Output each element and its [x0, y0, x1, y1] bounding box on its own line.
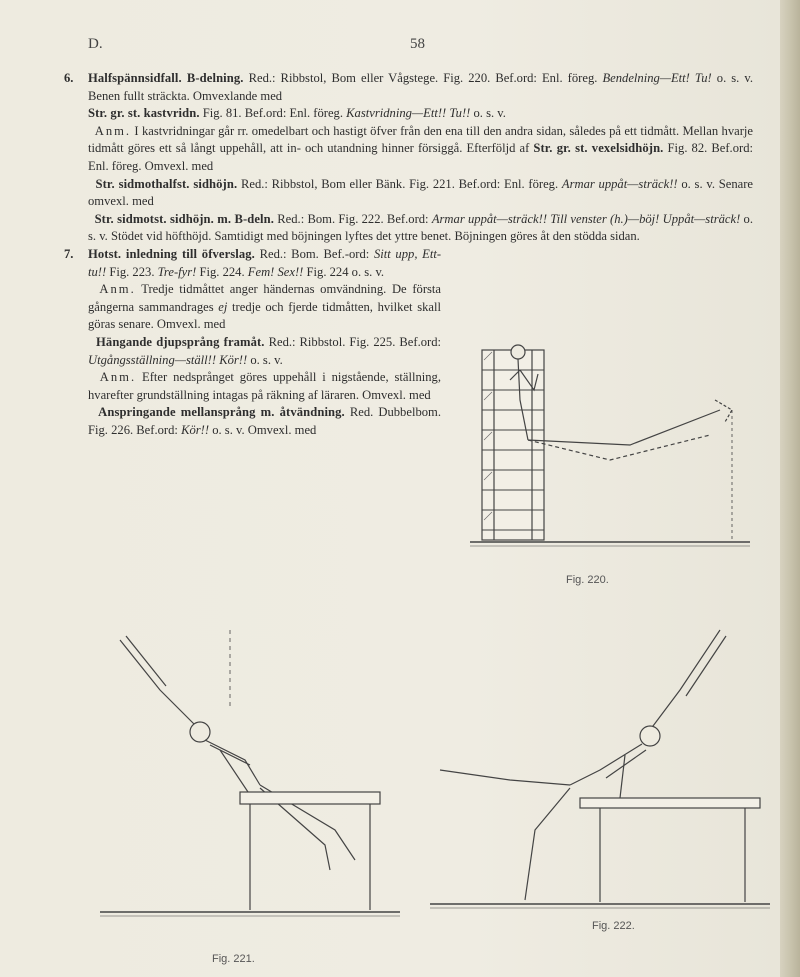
exercise-title: Hotst. inledning till öfverslag. [88, 246, 255, 261]
command-text: Kastvridning—Ett!! Tu!! [346, 106, 471, 121]
exercise-title: Str. gr. st. vexelsidhöjn. [533, 141, 664, 156]
paragraph-tail: o. s. v. Benen fullt sträckta. Omvexlande med [88, 71, 753, 103]
paragraph-tail: o. s. v. Omvexl. med [209, 422, 317, 437]
paragraph-tail: Fig. 82. Bef.ord: Enl. föreg. Omvexl. med [88, 141, 753, 173]
command-text: ej [218, 299, 228, 314]
paragraph-text: Efter nedsprånget göres uppehåll i nigstående, ställning, hvarefter grundställning intagas på räkning af läraren. Omvexl. med [88, 370, 442, 402]
figure-222-illustration [430, 620, 770, 920]
figure-220-illustration [470, 330, 760, 570]
paragraph-tail: tredje och fjerde tidmåtten, hvilket skall göras senare. Omvexl. med [88, 299, 441, 332]
exercise-title: Str. gr. st. kastvridn. [88, 106, 200, 121]
command-text: Armar uppåt—sträck!! [561, 176, 678, 191]
anm-label: Anm. [99, 282, 136, 297]
page-edge [780, 0, 800, 977]
paragraph-6b [88, 105, 753, 123]
paragraph-text: Tredje tidmåttet anger händernas omvändning. De första gångerna sammandrages [88, 282, 441, 314]
paragraph-text: Red.: Bom. Bef.-ord: [254, 246, 374, 261]
paragraph-6d [88, 176, 753, 211]
command-text: Bendelning—Ett! Tu! [602, 71, 712, 85]
running-head-section: D. [88, 36, 103, 52]
paragraph-text: I kastvridningar går rr. omedelbart och hastigt öfver från den ena till den andra sidan, således på ett tidmått. Mellan hvarje tidmått göres ett så långt uppehåll, att in- och utandning hinner försiggå. Efterföljd af [88, 123, 753, 156]
paragraph-6a [64, 70, 753, 105]
figure-222-caption: Fig. 222. [592, 920, 635, 932]
paragraph-tail: o. s. v. Stödet vid höfthöjd. Samtidigt med böjningen lyftes det yttre benet. Böjningen göres åt den stödda sidan. [88, 211, 754, 244]
paragraph-text: Red.: Ribbstol, Bom eller Bänk. Fig. 221. Bef.ord: Enl. föreg. [237, 176, 562, 191]
paragraph-6e [88, 211, 753, 246]
command-text: Armar uppåt—sträck!! Till venster (h.)—böj! Uppåt—sträck! [431, 211, 741, 226]
paragraph-tail: o. s. v. [247, 352, 283, 367]
command-text: Sitt upp, Ett-tu!! [88, 246, 442, 279]
figure-220-caption: Fig. 220. [566, 574, 609, 586]
exercise-title: Str. sidmotst. sidhöjn. m. B-deln. [94, 211, 274, 226]
anm-label: Anm. [94, 123, 132, 138]
exercise-title: Anspringande mellansprång m. åtvändning. [98, 405, 345, 420]
paragraph-text: Fig. 224. [196, 264, 248, 279]
exercise-title: Str. sidmothalfst. sidhöjn. [95, 176, 238, 191]
paragraph-tail: o. s. v. [470, 106, 506, 121]
item-number: 6. [64, 71, 74, 85]
page-number: 58 [410, 36, 425, 52]
paragraph-tail: Fig. 224 o. s. v. [303, 264, 385, 279]
paragraph-text: Red. Dubbelbom. Fig. 226. Bef.ord: [88, 405, 441, 437]
figure-221-caption: Fig. 221. [212, 953, 255, 965]
paragraph-text: Fig. 81. Bef.ord: Enl. föreg. [199, 106, 347, 121]
paragraph-6c [88, 123, 753, 176]
command-text: Fem! Sex!! [247, 264, 304, 279]
paragraph-text: Fig. 223. [106, 264, 158, 279]
exercise-title: Halfspännsidfall. B-delning. [88, 71, 244, 85]
item-number: 7. [64, 246, 74, 261]
paragraph-text: Red.: Ribbstol, Bom eller Vågstege. Fig. 220. Bef.ord: Enl. föreg. [243, 71, 603, 85]
command-text: Kör!! [181, 422, 210, 437]
command-text: Tre-fyr! [157, 264, 197, 279]
paragraph-text: Red.: Ribbstol. Fig. 225. Bef.ord: [264, 334, 442, 349]
figure-221-illustration [100, 620, 400, 940]
paragraph-text: Red.: Bom. Fig. 222. Bef.ord: [274, 211, 432, 226]
exercise-title: Hängande djupsprång framåt. [96, 334, 265, 349]
command-text: Utgångsställning—ställ!! Kör!! [88, 352, 248, 367]
paragraph-tail: o. s. v. Senare omvexl. med [88, 176, 754, 209]
anm-label: Anm. [99, 370, 137, 385]
